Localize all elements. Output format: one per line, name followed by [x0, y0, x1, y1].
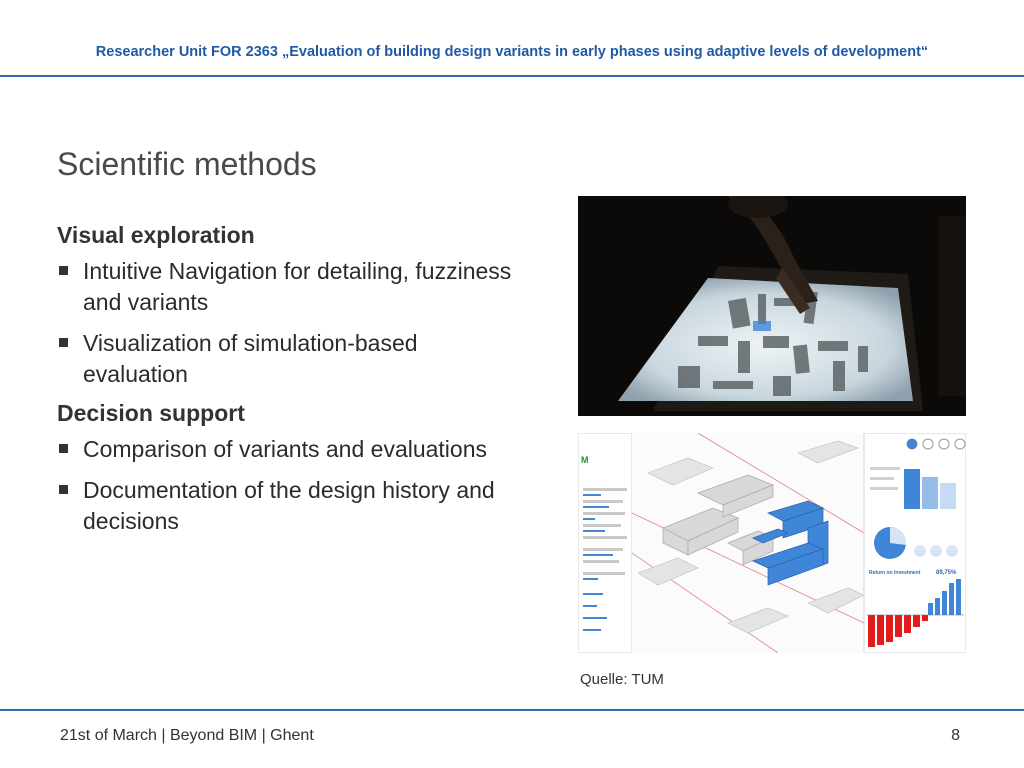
- software-screenshots: [578, 433, 966, 653]
- image-source-caption: Quelle: TUM: [580, 671, 664, 688]
- bullet-item: [57, 434, 517, 465]
- square-bullet-icon: [59, 266, 68, 275]
- bullet-list: [57, 256, 517, 390]
- bullet-item: [57, 475, 517, 537]
- section-heading-decision-support: Decision support: [57, 400, 245, 426]
- touch-table-photo: [578, 196, 966, 416]
- square-bullet-icon: [59, 444, 68, 453]
- bullet-item: [57, 256, 517, 318]
- header-title: Researcher Unit FOR 2363 „Evaluation of building design variants in early phases using adaptive levels of development“: [95, 44, 929, 60]
- slide-content: [57, 222, 517, 547]
- bullet-text: Intuitive Navigation for detailing, fuzziness and variants: [83, 258, 512, 315]
- roi-label: Return on Investment: [869, 570, 921, 576]
- touch-table-illustration: [578, 196, 966, 416]
- section-heading-visual-exploration: Visual exploration: [57, 222, 255, 248]
- slide-title: Scientific methods: [57, 146, 317, 182]
- bullet-text: Comparison of variants and evaluations: [83, 436, 488, 462]
- footer-divider: [0, 709, 1024, 711]
- bullet-text: Documentation of the design history and decisions: [83, 477, 495, 534]
- page-number: 8: [951, 727, 960, 744]
- square-bullet-icon: [59, 485, 68, 494]
- bullet-list: [57, 434, 517, 537]
- bullet-item: [57, 328, 517, 390]
- software-illustration: [578, 433, 966, 653]
- square-bullet-icon: [59, 338, 68, 347]
- svg-text:M: M: [581, 455, 589, 465]
- bullet-text: Visualization of simulation-based evaluation: [83, 330, 418, 387]
- header-divider: [0, 75, 1024, 77]
- roi-value: 89,75%: [936, 570, 957, 576]
- footer-event-info: 21st of March | Beyond BIM | Ghent: [60, 727, 314, 744]
